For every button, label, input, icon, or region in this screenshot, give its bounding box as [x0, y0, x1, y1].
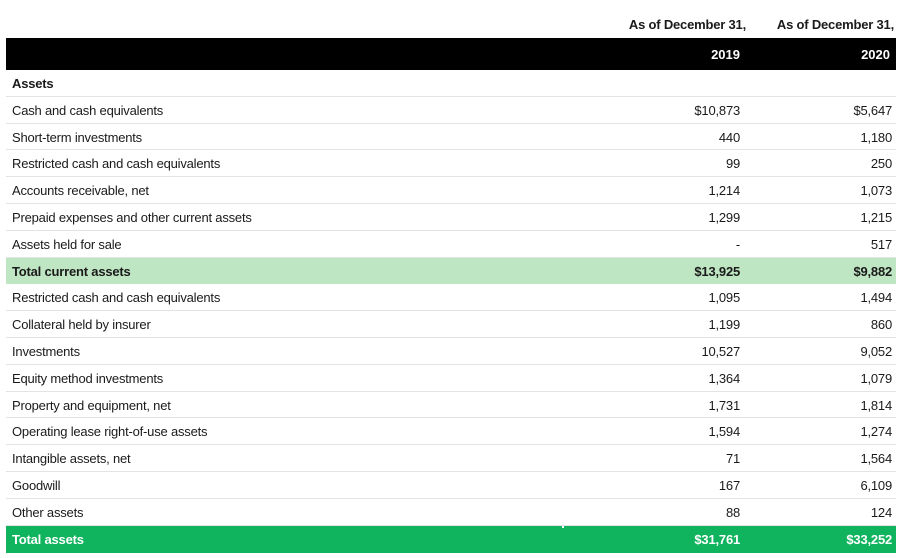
- subtotal-row: [6, 258, 896, 285]
- year-2020-label: 2020: [861, 47, 890, 62]
- table-row: [6, 204, 896, 231]
- value-2019: $10,873: [694, 102, 740, 118]
- column-title-2020: As of December 31,: [776, 17, 894, 32]
- row-label: Prepaid expenses and other current assets: [12, 209, 252, 225]
- row-label: Other assets: [12, 504, 84, 520]
- value-2020: 517: [870, 236, 892, 252]
- row-label: Intangible assets, net: [12, 451, 131, 467]
- table-row: [6, 150, 896, 177]
- value-2019: 1,299: [708, 209, 740, 225]
- value-2019: 1,214: [708, 183, 740, 199]
- value-2020: 1,564: [860, 451, 892, 467]
- value-2019: 1,731: [708, 397, 740, 413]
- table-row: [6, 445, 896, 472]
- row-label: Cash and cash equivalents: [12, 102, 164, 118]
- value-2020: 1,494: [860, 290, 892, 306]
- column-title-2019: As of December 31,: [628, 17, 746, 32]
- value-2020: $9,882: [853, 263, 892, 279]
- table-row: [6, 284, 896, 311]
- balance-sheet-table: [6, 70, 896, 553]
- column-header-titles: [6, 0, 896, 38]
- row-label: Accounts receivable, net: [12, 183, 149, 199]
- table-row: [6, 418, 896, 445]
- table-row: [6, 499, 896, 526]
- row-label: Assets held for sale: [12, 236, 122, 252]
- value-2020: 1,215: [860, 209, 892, 225]
- section-header-row: [6, 70, 896, 97]
- value-2019: 10,527: [701, 343, 740, 359]
- value-2020: 1,814: [860, 397, 892, 413]
- value-2020: 1,180: [860, 129, 892, 145]
- year-2019-label: 2019: [711, 47, 740, 62]
- value-2019: 99: [725, 156, 740, 172]
- value-2019: $13,925: [694, 263, 740, 279]
- row-label: Property and equipment, net: [12, 397, 171, 413]
- table-row: [6, 472, 896, 499]
- value-2019: 1,364: [708, 370, 740, 386]
- value-2020: $33,252: [846, 531, 892, 547]
- row-label: Total assets: [12, 531, 84, 547]
- value-2019: 440: [718, 129, 740, 145]
- value-2020: $5,647: [853, 102, 892, 118]
- row-label: Short-term investments: [12, 129, 142, 145]
- table-row: [6, 231, 896, 258]
- value-2020: 1,073: [860, 183, 892, 199]
- row-label: Operating lease right-of-use assets: [12, 424, 208, 440]
- row-label: Total current assets: [12, 263, 131, 279]
- value-2020: 9,052: [860, 343, 892, 359]
- total-row-notch: [562, 526, 564, 528]
- table-row: [6, 392, 896, 419]
- year-header-bar: [6, 38, 896, 70]
- row-label: Restricted cash and cash equivalents: [12, 290, 221, 306]
- row-label: Investments: [12, 343, 80, 359]
- value-2020: 1,274: [860, 424, 892, 440]
- value-2020: 860: [870, 317, 892, 333]
- table-row: [6, 124, 896, 151]
- row-label: Equity method investments: [12, 370, 164, 386]
- value-2019: 1,095: [708, 290, 740, 306]
- value-2019: 167: [718, 477, 740, 493]
- value-2020: 6,109: [860, 477, 892, 493]
- value-2019: 71: [725, 451, 740, 467]
- total-row: [6, 526, 896, 553]
- row-label: Assets: [12, 76, 54, 91]
- row-label: Restricted cash and cash equivalents: [12, 156, 221, 172]
- value-2020: 250: [870, 156, 892, 172]
- value-2019: 88: [725, 504, 740, 520]
- table-row: [6, 177, 896, 204]
- value-2020: 124: [870, 504, 892, 520]
- row-label: Collateral held by insurer: [12, 317, 151, 333]
- value-2019: $31,761: [694, 531, 740, 547]
- value-2020: 1,079: [860, 370, 892, 386]
- table-row: [6, 97, 896, 124]
- table-row: [6, 338, 896, 365]
- value-2019: 1,594: [708, 424, 740, 440]
- value-2019: 1,199: [708, 317, 740, 333]
- row-label: Goodwill: [12, 477, 61, 493]
- value-2019: -: [735, 236, 740, 252]
- table-row: [6, 365, 896, 392]
- table-row: [6, 311, 896, 338]
